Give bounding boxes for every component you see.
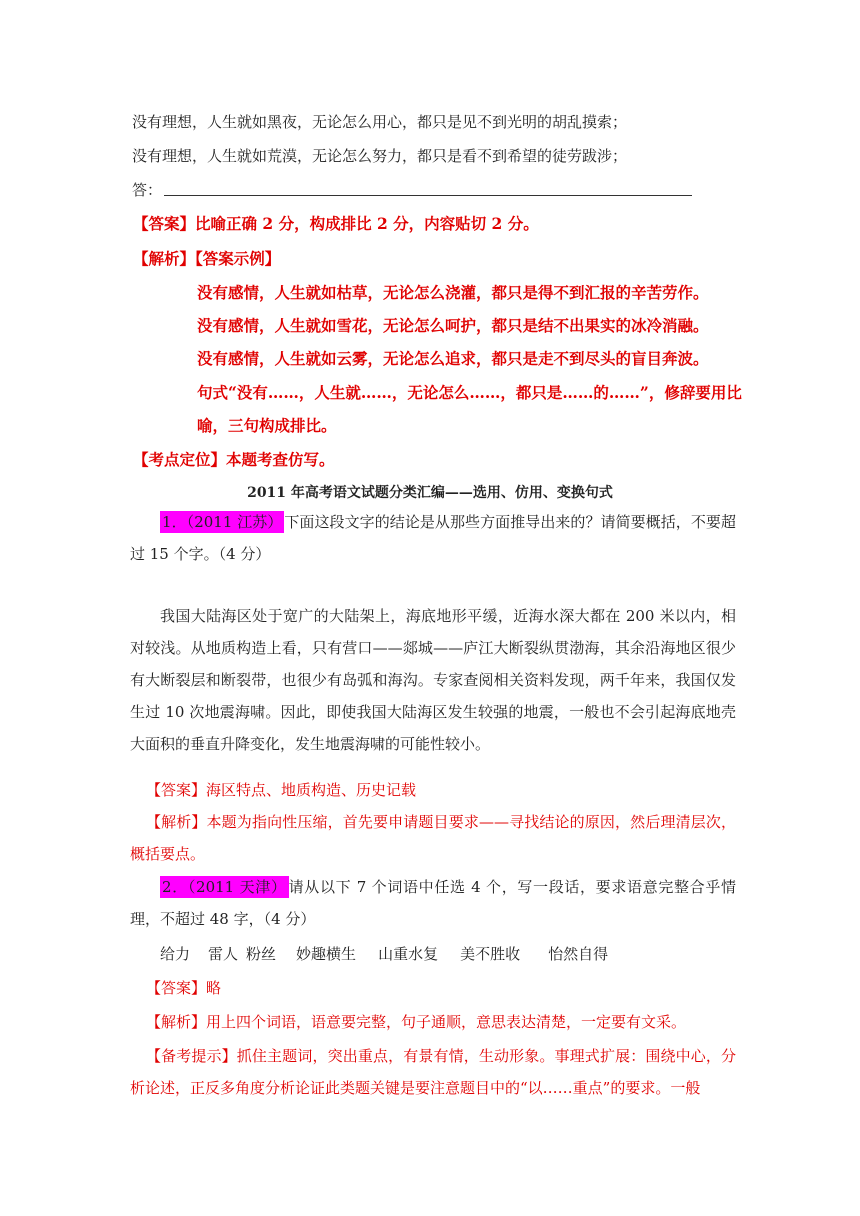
answer-line — [132, 180, 692, 200]
word-item: 给力 — [160, 945, 191, 963]
question-1-passage: 我国大陆海区处于宽广的大陆架上，海底地形平缓，近海水深大都在 200 米以内，相对较浅。从地质构造上看，只有营口——郯城——庐江大断裂纵贯渤海，其余沿海地区很少有大断裂层和断裂带，也很少有岛弧和海沟。专家查阅相关资料发现，两千年来，我国仅发生过 10 次地震海啸。因此，即使我国大陆海区发生较强的地震，一般也不会引起海底地壳大面积的垂直升降变化，发生地震海啸的可能性较小。 — [130, 607, 736, 753]
section-title: 2011 年高考语文试题分类汇编——选用、仿用、变换句式 — [247, 485, 613, 501]
question-2-tag: 2．（2011 天津） — [162, 878, 287, 896]
word-item: 雷人 — [208, 945, 239, 963]
question-2-text: 请从以下 7 个词语中任选 4 个，写一段话，要求语意完整合乎情理，不超过 48 字，（4 分） — [130, 878, 736, 928]
question-2 — [130, 871, 736, 935]
word-item: 粉丝 — [246, 945, 277, 963]
word-item: 美不胜收 — [460, 945, 521, 963]
kaodian-note: 【考点定位】本题考查仿写。 — [133, 450, 335, 469]
prep-tip: 【备考提示】抓住主题词，突出重点，有景有情，生动形象。事理式扩展：围绕中心，分析论述，正反多角度分析论证此类题关键是要注意题目中的“以……重点”的要求。一般 — [130, 1047, 736, 1097]
word-item: 妙趣横生 — [296, 945, 357, 963]
question-2-analysis: 【解析】用上四个词语，语意要完整，句子通顺，意思表达清楚，一定要有文采。 — [146, 1013, 687, 1031]
question-1 — [130, 506, 736, 570]
example-sentence-1: 没有感情，人生就如枯草，无论怎么浇灌，都只是得不到汇报的辛苦劳作。 — [197, 283, 709, 302]
pattern-note-line-1: 句式“没有……，人生就……，无论怎么……，都只是……的……”，修辞要用比 — [197, 383, 742, 402]
question-1-analysis: 【解析】本题为指向性压缩，首先要申请题目要求——寻找结论的原因，然后理清层次，概括要点。 — [130, 813, 736, 863]
answer-blank — [164, 195, 692, 196]
example-sentence-2: 没有感情，人生就如雪花，无论怎么呵护，都只是结不出果实的冰冷消融。 — [197, 316, 709, 335]
word-item: 怡然自得 — [548, 945, 609, 963]
analysis-header: 【解析】【答案示例】 — [133, 249, 281, 268]
answer-prefix: 答： — [132, 181, 163, 199]
question-1-answer: 【答案】海区特点、地质构造、历史记载 — [146, 781, 417, 799]
pattern-note-line-2: 喻，三句构成排比。 — [197, 416, 337, 435]
example-sentence-3: 没有感情，人生就如云雾，无论怎么追求，都只是走不到尽头的盲目奔波。 — [197, 349, 709, 368]
imitation-sentence-2: 没有理想，人生就如荒漠，无论怎么努力，都只是看不到希望的徒劳跋涉； — [132, 147, 628, 165]
answer-score-text: 【答案】比喻正确 2 分，构成排比 2 分，内容贴切 2 分。 — [133, 214, 539, 233]
word-item: 山重水复 — [378, 945, 439, 963]
word-list — [160, 938, 736, 970]
question-2-answer: 【答案】略 — [146, 979, 222, 997]
imitation-sentence-1: 没有理想，人生就如黑夜，无论怎么用心，都只是见不到光明的胡乱摸索； — [132, 113, 628, 131]
question-1-text: 下面这段文字的结论是从那些方面推导出来的？请简要概括，不要超过 15 个字。（4 分） — [130, 513, 736, 563]
question-1-tag: 1．（2011 江苏） — [162, 513, 283, 531]
